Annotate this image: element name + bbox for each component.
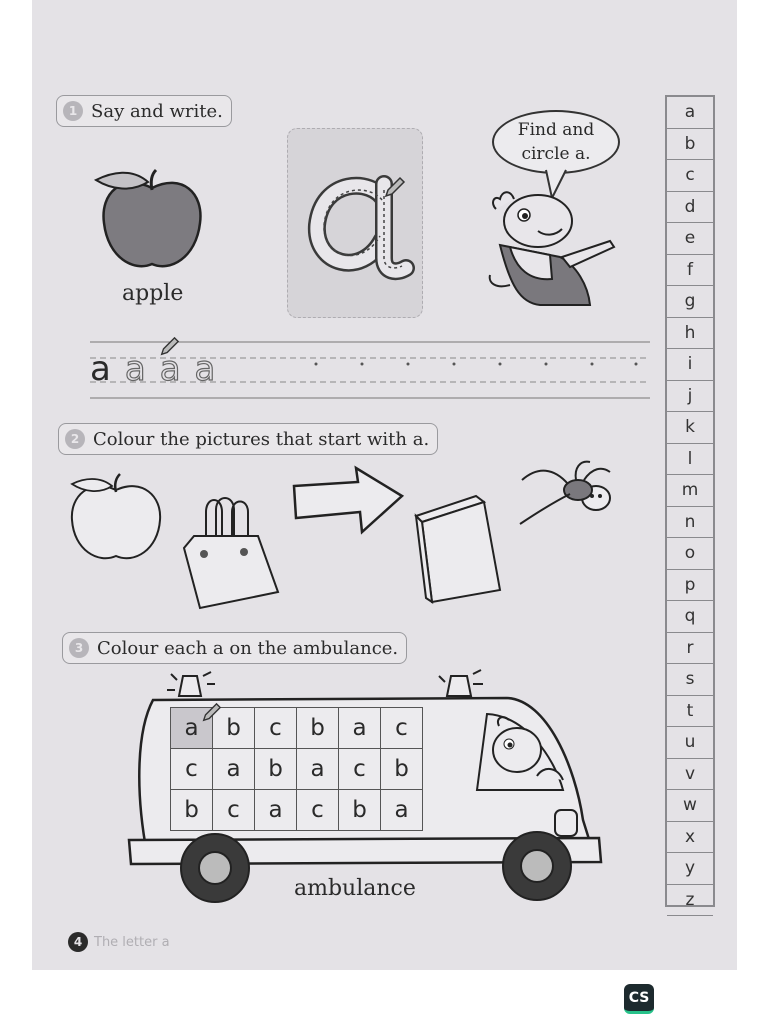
pencil-icon — [158, 336, 180, 358]
worksheet-page — [32, 0, 737, 970]
page-number: 4 — [68, 932, 88, 952]
grid-cell[interactable]: a — [297, 749, 339, 790]
speech-bubble-line-2: circle a. — [521, 144, 591, 164]
ambulance-word: ambulance — [294, 876, 416, 901]
grid-cell[interactable]: b — [339, 790, 381, 831]
section-2-instruction: Colour the pictures that start with a. — [93, 428, 430, 450]
traced-letter: a — [194, 349, 216, 389]
alphabet-letter: t — [667, 696, 713, 728]
traced-letter: a — [159, 349, 181, 389]
apple-word: apple — [122, 281, 184, 306]
traced-letter: a — [124, 349, 146, 389]
grid-cell[interactable]: c — [171, 749, 213, 790]
section-1-number: 1 — [63, 101, 83, 121]
alphabet-letter: c — [667, 160, 713, 192]
book-picture[interactable] — [414, 494, 502, 604]
traced-letter: a — [90, 349, 111, 389]
grid-cell[interactable]: b — [381, 749, 423, 790]
grid-cell[interactable]: b — [171, 790, 213, 831]
grid-cell[interactable]: c — [255, 708, 297, 749]
alphabet-strip — [665, 95, 715, 910]
pencil-icon — [382, 176, 406, 200]
grid-row — [171, 790, 423, 831]
alphabet-letter: w — [667, 790, 713, 822]
page-footer — [68, 932, 170, 952]
alphabet-letter: k — [667, 412, 713, 444]
alphabet-letter: q — [667, 601, 713, 633]
section-2-number: 2 — [65, 429, 85, 449]
grid-cell[interactable]: a — [255, 790, 297, 831]
grid-cell[interactable]: c — [213, 790, 255, 831]
alphabet-letter: a — [667, 97, 713, 129]
alphabet-letter: x — [667, 822, 713, 854]
section-3-instruction: Colour each a on the ambulance. — [97, 637, 399, 659]
alphabet-letter: n — [667, 507, 713, 539]
alphabet-letter: p — [667, 570, 713, 602]
section-1-instruction: Say and write. — [91, 100, 223, 122]
alphabet-letter: i — [667, 349, 713, 381]
alphabet-letter: h — [667, 318, 713, 350]
grid-cell[interactable]: b — [213, 708, 255, 749]
alphabet-letter: u — [667, 727, 713, 759]
grid-cell[interactable]: a — [171, 708, 213, 749]
alphabet-letter: g — [667, 286, 713, 318]
bag-picture[interactable] — [182, 496, 280, 612]
section-2-label — [58, 423, 438, 455]
alphabet-letter: f — [667, 255, 713, 287]
scanner-app-logo: CS — [624, 984, 654, 1014]
alphabet-letter: v — [667, 759, 713, 791]
pencil-icon — [200, 702, 222, 724]
tracing-letters — [90, 349, 215, 389]
speech-bubble — [492, 110, 620, 174]
section-1-label — [56, 95, 232, 127]
grid-cell[interactable]: c — [339, 749, 381, 790]
alphabet-letter: j — [667, 381, 713, 413]
grid-cell[interactable]: b — [297, 708, 339, 749]
grid-cell[interactable]: a — [381, 790, 423, 831]
grid-cell[interactable]: b — [255, 749, 297, 790]
alphabet-letter: b — [667, 129, 713, 161]
spider-picture[interactable] — [518, 460, 628, 530]
ambulance-letter-grid — [170, 707, 423, 831]
alphabet-letter: l — [667, 444, 713, 476]
speech-bubble-line-1: Find and — [517, 120, 595, 140]
grid-cell[interactable]: a — [213, 749, 255, 790]
alphabet-letter: s — [667, 664, 713, 696]
alphabet-letter: m — [667, 475, 713, 507]
alphabet-letter: d — [667, 192, 713, 224]
grid-cell[interactable]: a — [339, 708, 381, 749]
section-3-label — [62, 632, 407, 664]
grid-cell[interactable]: c — [297, 790, 339, 831]
dinosaur-mascot — [480, 185, 600, 310]
footer-text: The letter a — [94, 934, 170, 950]
alphabet-letter: r — [667, 633, 713, 665]
alphabet-letter: o — [667, 538, 713, 570]
section-3-number: 3 — [69, 638, 89, 658]
alphabet-letter: e — [667, 223, 713, 255]
grid-cell[interactable]: c — [381, 708, 423, 749]
apple-illustration — [92, 168, 212, 278]
alphabet-letter: z — [667, 885, 713, 917]
grid-row — [171, 749, 423, 790]
apple-outline-picture[interactable] — [68, 474, 164, 564]
arrow-picture[interactable] — [292, 466, 404, 534]
alphabet-letter: y — [667, 853, 713, 885]
